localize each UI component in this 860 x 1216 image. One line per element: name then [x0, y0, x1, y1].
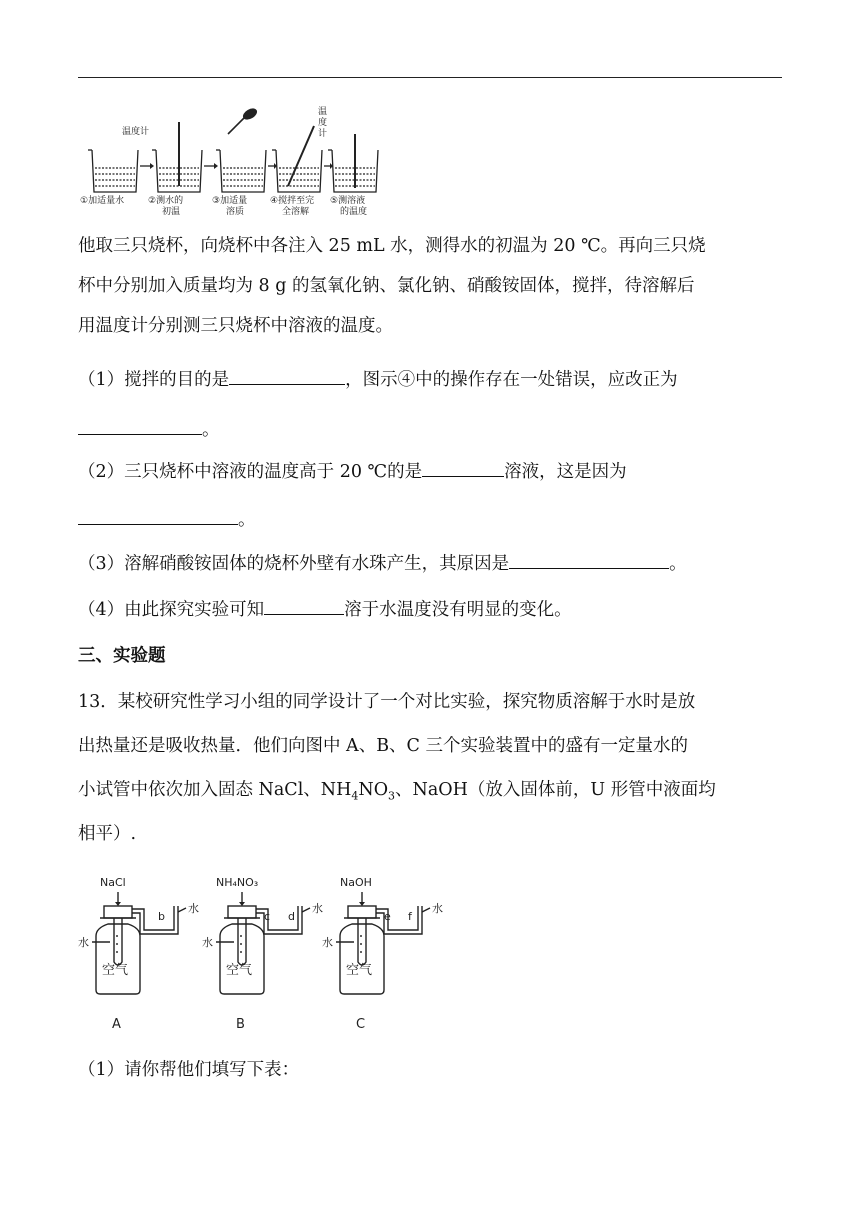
answer-blank-1b[interactable] [78, 418, 202, 435]
answer-blank-1a[interactable] [229, 368, 345, 385]
water-in-label-b: 水 [202, 936, 213, 949]
letter-c: C [356, 1017, 366, 1032]
step-label-3a: ③加适量 [212, 196, 248, 206]
q13-line1: 13．某校研究性学习小组的同学设计了一个对比实验，探究物质溶解于水时是放 [78, 692, 696, 712]
water-in-label-a: 水 [78, 936, 89, 949]
apparatus-a [78, 876, 199, 1032]
water-in-label-c: 水 [322, 936, 333, 949]
tube-label-e: e [384, 910, 391, 923]
water-label-a: 水 [188, 902, 199, 915]
procedure-figure [78, 104, 394, 216]
air-label-a: 空气 [102, 963, 129, 978]
answer-blank-2a[interactable] [422, 460, 504, 477]
step-label-4a: ④搅拌至完 [270, 196, 315, 206]
q13-line4: 相平）. [78, 824, 137, 844]
step-label-4b: 全溶解 [282, 207, 310, 216]
beaker-5 [328, 134, 378, 192]
water-label-b: 水 [312, 902, 323, 915]
step-label-3b: 溶质 [226, 207, 245, 216]
q13-line3: 小试管中依次加入固态 NaCl、$NH_4NO_3$、NaOH（放入固体前，U 形管中液面均 [78, 780, 716, 803]
q13-sub1: （1）请你帮他们填写下表： [78, 1060, 300, 1080]
step-label-1: ①加适量水 [80, 196, 125, 206]
thermometer-label-5a: 温 [318, 107, 328, 117]
question-2-cont: 。 [78, 508, 256, 532]
section-heading: 三、实验题 [78, 646, 166, 666]
para1-line1: 他取三只烧杯，向烧杯中各注入 25 mL 水，测得水的初温为 20 ℃。再向三只烧 [78, 236, 706, 256]
header-rule [78, 77, 782, 78]
beaker-4 [272, 126, 322, 192]
reagent-c: NaOH [340, 876, 372, 889]
letter-a: A [112, 1017, 121, 1032]
answer-blank-3[interactable] [509, 552, 669, 569]
water-label-c: 水 [432, 902, 443, 915]
beaker-3 [216, 107, 266, 192]
tube-label-c: c [264, 910, 271, 923]
thermometer-label-5c: 计 [318, 129, 328, 139]
q13-line2: 出热量还是吸收热量．他们向图中 A、B、C 三个实验装置中的盛有一定量水的 [78, 736, 689, 756]
step-label-2b: 初温 [162, 207, 181, 216]
letter-b: B [236, 1017, 245, 1032]
answer-blank-4[interactable] [264, 598, 344, 615]
answer-blank-2b[interactable] [78, 508, 238, 525]
question-2: （2）三只烧杯中溶液的温度高于 20 ℃的是 溶液，这是因为 [78, 462, 627, 482]
reagent-a: NaCl [100, 876, 126, 889]
reagent-b: NH₄NO₃ [216, 876, 259, 889]
para1-line3: 用温度计分别测三只烧杯中溶液的温度。 [78, 316, 393, 336]
beaker-1 [88, 150, 138, 192]
air-label-b: 空气 [226, 963, 253, 978]
air-label-c: 空气 [346, 963, 373, 978]
apparatus-figure [78, 866, 450, 1038]
thermometer-label-5b: 度 [318, 118, 328, 128]
step-label-2a: ②测水的 [148, 196, 184, 206]
thermometer-label-2: 温度计 [122, 127, 150, 137]
tube-label-b: b [158, 910, 165, 923]
tube-label-d: d [288, 910, 295, 923]
tube-label-f: f [408, 910, 412, 923]
para1-line2: 杯中分别加入质量均为 8 g 的氢氧化钠、氯化钠、硝酸铵固体，搅拌，待溶解后 [78, 276, 695, 296]
question-1: （1）搅拌的目的是 ，图示④中的操作存在一处错误，应改正为 [78, 370, 678, 390]
apparatus-b [202, 876, 323, 1032]
question-1-cont: 。 [78, 418, 220, 442]
question-4: （4）由此探究实验可知 溶于水温度没有明显的变化。 [78, 600, 572, 620]
step-label-5a: ⑤测溶液 [330, 196, 366, 206]
step-label-5b: 的温度 [340, 207, 368, 216]
question-3: （3）溶解硝酸铵固体的烧杯外壁有水珠产生，其原因是 。 [78, 554, 687, 574]
apparatus-c [322, 876, 443, 1032]
beaker-2 [152, 122, 202, 192]
